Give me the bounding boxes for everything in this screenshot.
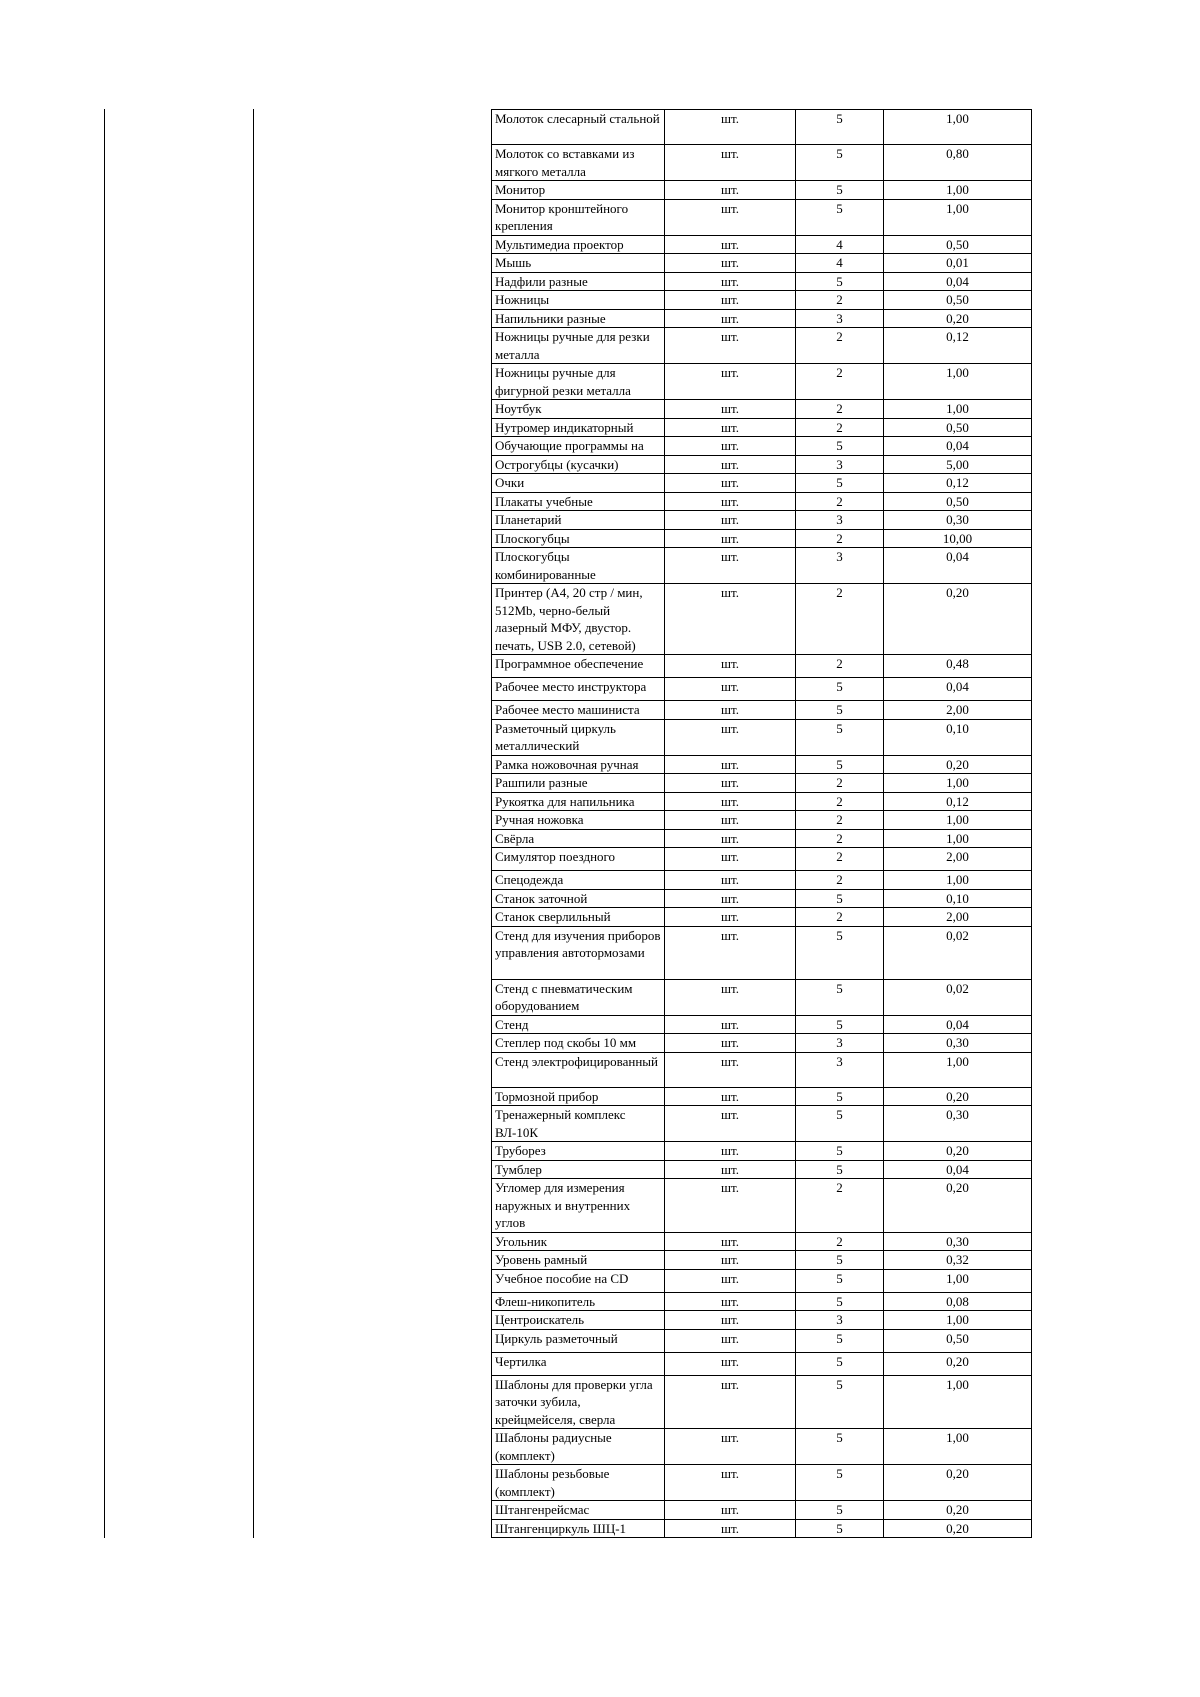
item-name-cell: Степлер под скобы 10 мм (492, 1034, 665, 1053)
item-name-cell: Ноутбук (492, 400, 665, 419)
unit-cell: шт. (665, 437, 796, 456)
quantity-cell: 2 (796, 792, 884, 811)
unit-cell: шт. (665, 1429, 796, 1465)
quantity-cell: 5 (796, 1292, 884, 1311)
item-name-cell: Флеш-никопитель (492, 1292, 665, 1311)
quantity-cell: 5 (796, 755, 884, 774)
item-name-cell: Рабочее место машиниста (492, 701, 665, 720)
item-name-cell: Стенд с пневматическим оборудованием (492, 979, 665, 1015)
unit-cell: шт. (665, 511, 796, 530)
table-row (492, 1269, 1032, 1292)
item-name-cell: Обучающие программы на (492, 437, 665, 456)
quantity-cell: 2 (796, 328, 884, 364)
quantity-cell: 2 (796, 400, 884, 419)
unit-cell: шт. (665, 1160, 796, 1179)
quantity-cell: 2 (796, 871, 884, 890)
value-cell: 0,20 (884, 1179, 1032, 1233)
value-cell: 0,04 (884, 1160, 1032, 1179)
quantity-cell: 5 (796, 272, 884, 291)
unit-cell: шт. (665, 1375, 796, 1429)
table-row (492, 848, 1032, 871)
value-cell: 0,50 (884, 235, 1032, 254)
item-name-cell: Мышь (492, 254, 665, 273)
value-cell: 0,30 (884, 1232, 1032, 1251)
unit-cell: шт. (665, 1269, 796, 1292)
unit-cell: шт. (665, 1232, 796, 1251)
value-cell: 0,02 (884, 926, 1032, 979)
table-row (492, 400, 1032, 419)
table-row (492, 328, 1032, 364)
unit-cell: шт. (665, 889, 796, 908)
value-cell: 0,50 (884, 291, 1032, 310)
unit-cell: шт. (665, 1311, 796, 1330)
item-name-cell: Ножницы (492, 291, 665, 310)
unit-cell: шт. (665, 272, 796, 291)
item-name-cell: Стенд электрофицированный (492, 1052, 665, 1087)
value-cell: 1,00 (884, 1429, 1032, 1465)
item-name-cell: Разметочный циркуль металлический (492, 719, 665, 755)
table-row (492, 199, 1032, 235)
table-row (492, 1352, 1032, 1375)
table-row (492, 1329, 1032, 1352)
value-cell: 1,00 (884, 199, 1032, 235)
unit-cell: шт. (665, 1179, 796, 1233)
value-cell: 1,00 (884, 829, 1032, 848)
value-cell: 0,08 (884, 1292, 1032, 1311)
table-row (492, 235, 1032, 254)
unit-cell: шт. (665, 1106, 796, 1142)
table-row (492, 979, 1032, 1015)
table-row (492, 871, 1032, 890)
item-name-cell: Очки (492, 474, 665, 493)
item-name-cell: Монитор кронштейного крепления (492, 199, 665, 235)
table-row (492, 1429, 1032, 1465)
table-row (492, 1142, 1032, 1161)
item-name-cell: Штангенрейсмас (492, 1501, 665, 1520)
value-cell: 0,12 (884, 792, 1032, 811)
unit-cell: шт. (665, 1052, 796, 1087)
item-name-cell: Планетарий (492, 511, 665, 530)
table-row (492, 1311, 1032, 1330)
value-cell: 1,00 (884, 871, 1032, 890)
unit-cell: шт. (665, 792, 796, 811)
quantity-cell: 2 (796, 291, 884, 310)
value-cell: 0,20 (884, 1142, 1032, 1161)
unit-cell: шт. (665, 291, 796, 310)
table-row (492, 1034, 1032, 1053)
item-name-cell: Плоскогубцы (492, 529, 665, 548)
item-name-cell: Рукоятка для напильника (492, 792, 665, 811)
table-row (492, 181, 1032, 200)
quantity-cell: 2 (796, 848, 884, 871)
value-cell: 0,02 (884, 979, 1032, 1015)
value-cell: 0,20 (884, 584, 1032, 655)
table-row (492, 719, 1032, 755)
unit-cell: шт. (665, 1501, 796, 1520)
table-row (492, 1292, 1032, 1311)
unit-cell: шт. (665, 701, 796, 720)
quantity-cell: 5 (796, 1269, 884, 1292)
quantity-cell: 2 (796, 829, 884, 848)
table-row (492, 309, 1032, 328)
table-row (492, 889, 1032, 908)
unit-cell: шт. (665, 1087, 796, 1106)
table-row (492, 926, 1032, 979)
item-name-cell: Рамка ножовочная ручная (492, 755, 665, 774)
unit-cell: шт. (665, 529, 796, 548)
quantity-cell: 3 (796, 309, 884, 328)
value-cell: 0,32 (884, 1251, 1032, 1270)
item-name-cell: Плоскогубцы комбинированные (492, 548, 665, 584)
left-table-border (104, 109, 105, 1538)
quantity-cell: 5 (796, 1375, 884, 1429)
quantity-cell: 5 (796, 1501, 884, 1520)
unit-cell: шт. (665, 181, 796, 200)
item-name-cell: Монитор (492, 181, 665, 200)
value-cell: 1,00 (884, 1269, 1032, 1292)
value-cell: 1,00 (884, 811, 1032, 830)
quantity-cell: 5 (796, 437, 884, 456)
unit-cell: шт. (665, 1015, 796, 1034)
table-row (492, 1160, 1032, 1179)
value-cell: 2,00 (884, 701, 1032, 720)
table-row (492, 110, 1032, 145)
table-row (492, 1087, 1032, 1106)
unit-cell: шт. (665, 1292, 796, 1311)
quantity-cell: 2 (796, 908, 884, 927)
item-name-cell: Молоток слесарный стальной (492, 110, 665, 145)
unit-cell: шт. (665, 926, 796, 979)
value-cell: 0,50 (884, 492, 1032, 511)
item-name-cell: Центроискатель (492, 1311, 665, 1330)
unit-cell: шт. (665, 418, 796, 437)
quantity-cell: 5 (796, 719, 884, 755)
table-row (492, 529, 1032, 548)
quantity-cell: 5 (796, 678, 884, 701)
value-cell: 1,00 (884, 1311, 1032, 1330)
value-cell: 0,30 (884, 1034, 1032, 1053)
quantity-cell: 5 (796, 110, 884, 145)
value-cell: 0,48 (884, 655, 1032, 678)
unit-cell: шт. (665, 829, 796, 848)
table-row (492, 492, 1032, 511)
item-name-cell: Тормозной прибор (492, 1087, 665, 1106)
item-name-cell: Ручная ножовка (492, 811, 665, 830)
item-name-cell: Напильники разные (492, 309, 665, 328)
table-row (492, 655, 1032, 678)
quantity-cell: 5 (796, 199, 884, 235)
item-name-cell: Чертилка (492, 1352, 665, 1375)
quantity-cell: 2 (796, 774, 884, 793)
value-cell: 0,20 (884, 755, 1032, 774)
quantity-cell: 5 (796, 1106, 884, 1142)
quantity-cell: 3 (796, 1034, 884, 1053)
value-cell: 0,50 (884, 418, 1032, 437)
unit-cell: шт. (665, 254, 796, 273)
item-name-cell: Угломер для измерения наружных и внутренних углов (492, 1179, 665, 1233)
quantity-cell: 3 (796, 511, 884, 530)
table-row (492, 1106, 1032, 1142)
quantity-cell: 2 (796, 492, 884, 511)
table-row (492, 511, 1032, 530)
item-name-cell: Симулятор поездного (492, 848, 665, 871)
unit-cell: шт. (665, 1465, 796, 1501)
unit-cell: шт. (665, 1329, 796, 1352)
value-cell: 1,00 (884, 181, 1032, 200)
value-cell: 0,01 (884, 254, 1032, 273)
unit-cell: шт. (665, 309, 796, 328)
quantity-cell: 5 (796, 1429, 884, 1465)
value-cell: 1,00 (884, 1375, 1032, 1429)
table-row (492, 145, 1032, 181)
table-row (492, 272, 1032, 291)
unit-cell: шт. (665, 145, 796, 181)
quantity-cell: 4 (796, 254, 884, 273)
unit-cell: шт. (665, 755, 796, 774)
item-name-cell: Рабочее место инструктора (492, 678, 665, 701)
value-cell: 0,04 (884, 272, 1032, 291)
quantity-cell: 2 (796, 1232, 884, 1251)
value-cell: 5,00 (884, 455, 1032, 474)
unit-cell: шт. (665, 1142, 796, 1161)
item-name-cell: Труборез (492, 1142, 665, 1161)
table-row (492, 755, 1032, 774)
unit-cell: шт. (665, 235, 796, 254)
quantity-cell: 5 (796, 145, 884, 181)
quantity-cell: 3 (796, 1052, 884, 1087)
unit-cell: шт. (665, 774, 796, 793)
unit-cell: шт. (665, 908, 796, 927)
quantity-cell: 2 (796, 655, 884, 678)
value-cell: 2,00 (884, 908, 1032, 927)
equipment-table (491, 109, 1032, 1538)
item-name-cell: Уровень рамный (492, 1251, 665, 1270)
table-row (492, 1052, 1032, 1087)
quantity-cell: 5 (796, 1160, 884, 1179)
table-row (492, 548, 1032, 584)
unit-cell: шт. (665, 1034, 796, 1053)
value-cell: 0,04 (884, 548, 1032, 584)
value-cell: 2,00 (884, 848, 1032, 871)
unit-cell: шт. (665, 492, 796, 511)
quantity-cell: 3 (796, 1311, 884, 1330)
table-row (492, 1015, 1032, 1034)
unit-cell: шт. (665, 811, 796, 830)
table-row (492, 1251, 1032, 1270)
table-row (492, 437, 1032, 456)
quantity-cell: 5 (796, 1519, 884, 1538)
value-cell: 1,00 (884, 774, 1032, 793)
quantity-cell: 2 (796, 418, 884, 437)
table-row (492, 678, 1032, 701)
quantity-cell: 5 (796, 1087, 884, 1106)
item-name-cell: Острогубцы (кусачки) (492, 455, 665, 474)
value-cell: 0,04 (884, 1015, 1032, 1034)
table-row (492, 364, 1032, 400)
table-row (492, 254, 1032, 273)
value-cell: 0,20 (884, 1352, 1032, 1375)
table-row (492, 1375, 1032, 1429)
item-name-cell: Станок сверлильный (492, 908, 665, 927)
unit-cell: шт. (665, 400, 796, 419)
quantity-cell: 2 (796, 811, 884, 830)
quantity-cell: 2 (796, 529, 884, 548)
item-name-cell: Стенд (492, 1015, 665, 1034)
quantity-cell: 5 (796, 1015, 884, 1034)
table-row (492, 474, 1032, 493)
item-name-cell: Рашпили разные (492, 774, 665, 793)
quantity-cell: 5 (796, 1251, 884, 1270)
table-row (492, 701, 1032, 720)
quantity-cell: 3 (796, 548, 884, 584)
unit-cell: шт. (665, 1251, 796, 1270)
quantity-cell: 5 (796, 1465, 884, 1501)
unit-cell: шт. (665, 584, 796, 655)
table-row (492, 291, 1032, 310)
value-cell: 0,12 (884, 474, 1032, 493)
item-name-cell: Штангенциркуль ШЦ-1 (492, 1519, 665, 1538)
value-cell: 0,30 (884, 1106, 1032, 1142)
unit-cell: шт. (665, 110, 796, 145)
unit-cell: шт. (665, 455, 796, 474)
item-name-cell: Угольник (492, 1232, 665, 1251)
table-row (492, 1519, 1032, 1538)
item-name-cell: Мультимедиа проектор (492, 235, 665, 254)
equipment-table-body (492, 110, 1032, 1538)
item-name-cell: Шаблоны для проверки угла заточки зубила, крейцмейселя, сверла (492, 1375, 665, 1429)
value-cell: 10,00 (884, 529, 1032, 548)
column-divider (253, 109, 254, 1538)
value-cell: 0,50 (884, 1329, 1032, 1352)
item-name-cell: Тумблер (492, 1160, 665, 1179)
quantity-cell: 5 (796, 701, 884, 720)
value-cell: 0,80 (884, 145, 1032, 181)
unit-cell: шт. (665, 655, 796, 678)
value-cell: 1,00 (884, 1052, 1032, 1087)
quantity-cell: 2 (796, 584, 884, 655)
table-row (492, 1465, 1032, 1501)
table-row (492, 774, 1032, 793)
value-cell: 0,10 (884, 889, 1032, 908)
unit-cell: шт. (665, 678, 796, 701)
item-name-cell: Ножницы ручные для фигурной резки металла (492, 364, 665, 400)
quantity-cell: 5 (796, 1142, 884, 1161)
item-name-cell: Шаблоны резьбовые (комплект) (492, 1465, 665, 1501)
unit-cell: шт. (665, 328, 796, 364)
table-row (492, 418, 1032, 437)
item-name-cell: Плакаты учебные (492, 492, 665, 511)
table-row (492, 455, 1032, 474)
quantity-cell: 5 (796, 979, 884, 1015)
value-cell: 1,00 (884, 364, 1032, 400)
unit-cell: шт. (665, 848, 796, 871)
item-name-cell: Тренажерный комплекс ВЛ-10К (492, 1106, 665, 1142)
unit-cell: шт. (665, 1352, 796, 1375)
item-name-cell: Учебное пособие на CD (492, 1269, 665, 1292)
table-row (492, 1232, 1032, 1251)
item-name-cell: Циркуль разметочный (492, 1329, 665, 1352)
value-cell: 0,20 (884, 1465, 1032, 1501)
table-row (492, 1501, 1032, 1520)
value-cell: 0,12 (884, 328, 1032, 364)
unit-cell: шт. (665, 548, 796, 584)
value-cell: 0,04 (884, 437, 1032, 456)
unit-cell: шт. (665, 199, 796, 235)
quantity-cell: 3 (796, 455, 884, 474)
table-row (492, 1179, 1032, 1233)
value-cell: 0,20 (884, 1519, 1032, 1538)
table-row (492, 811, 1032, 830)
item-name-cell: Шаблоны радиусные (комплект) (492, 1429, 665, 1465)
item-name-cell: Ножницы ручные для резки металла (492, 328, 665, 364)
item-name-cell: Станок заточной (492, 889, 665, 908)
quantity-cell: 2 (796, 1179, 884, 1233)
table-row (492, 584, 1032, 655)
value-cell: 1,00 (884, 110, 1032, 145)
unit-cell: шт. (665, 979, 796, 1015)
item-name-cell: Спецодежда (492, 871, 665, 890)
unit-cell: шт. (665, 871, 796, 890)
table-row (492, 792, 1032, 811)
quantity-cell: 5 (796, 1329, 884, 1352)
quantity-cell: 4 (796, 235, 884, 254)
quantity-cell: 5 (796, 474, 884, 493)
item-name-cell: Программное обеспечение (492, 655, 665, 678)
quantity-cell: 5 (796, 926, 884, 979)
table-row (492, 829, 1032, 848)
item-name-cell: Стенд для изучения приборов управления автотормозами (492, 926, 665, 979)
value-cell: 0,20 (884, 1087, 1032, 1106)
value-cell: 0,20 (884, 309, 1032, 328)
item-name-cell: Молоток со вставками из мягкого металла (492, 145, 665, 181)
value-cell: 0,30 (884, 511, 1032, 530)
table-row (492, 908, 1032, 927)
item-name-cell: Надфили разные (492, 272, 665, 291)
quantity-cell: 2 (796, 364, 884, 400)
item-name-cell: Свёрла (492, 829, 665, 848)
value-cell: 0,20 (884, 1501, 1032, 1520)
value-cell: 0,10 (884, 719, 1032, 755)
unit-cell: шт. (665, 474, 796, 493)
value-cell: 1,00 (884, 400, 1032, 419)
quantity-cell: 5 (796, 889, 884, 908)
unit-cell: шт. (665, 1519, 796, 1538)
unit-cell: шт. (665, 719, 796, 755)
item-name-cell: Принтер (А4, 20 стр / мин, 512Mb, черно-белый лазерный МФУ, двустор. печать, USB 2.0, сетевой) (492, 584, 665, 655)
unit-cell: шт. (665, 364, 796, 400)
quantity-cell: 5 (796, 181, 884, 200)
value-cell: 0,04 (884, 678, 1032, 701)
quantity-cell: 5 (796, 1352, 884, 1375)
item-name-cell: Нутромер индикаторный (492, 418, 665, 437)
